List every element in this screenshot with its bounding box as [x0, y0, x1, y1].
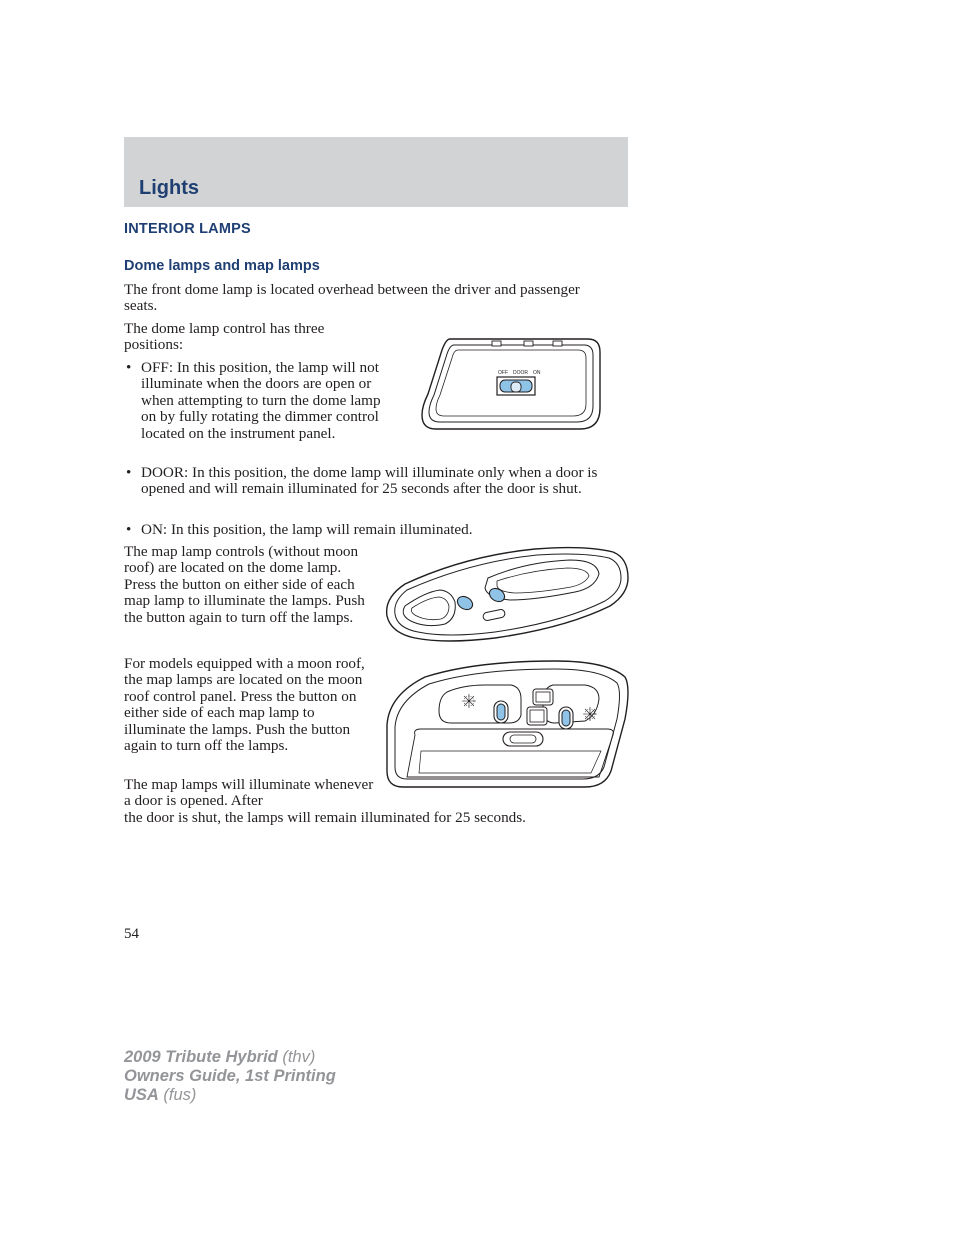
bullet-door-text: DOOR: In this position, the dome lamp will illuminate only when a door is opened and will remain illuminated for 25 seconds after the door is shut. — [141, 464, 598, 498]
switch-label-door: DOOR — [513, 370, 528, 376]
section-title: INTERIOR LAMPS — [124, 221, 251, 237]
dome-lamp-illustration — [420, 336, 602, 432]
footer-model: 2009 Tribute Hybrid — [124, 1048, 278, 1066]
chapter-title: Lights — [139, 177, 199, 199]
bullet-marker: • — [126, 359, 132, 376]
map-lamp-illustration — [385, 546, 630, 642]
footer-line-3 — [124, 1086, 336, 1105]
paragraph-map-lamps-door-b: the door is shut, the lamps will remain illuminated for 25 seconds. — [124, 809, 526, 826]
page-number: 54 — [124, 926, 139, 942]
footer-market-code: (fus) — [158, 1086, 197, 1104]
bullet-on-text: ON: In this position, the lamp will remain illuminated. — [141, 521, 473, 538]
moon-roof-panel-illustration — [385, 659, 630, 791]
footer-line-2 — [124, 1067, 336, 1086]
footer-line-1 — [124, 1048, 336, 1067]
bullet-off-text: OFF: In this position, the lamp will not illuminate when the doors are open or when attempting to turn the dome lamp on by fully rotating the dimmer control located on the instrument panel. — [141, 359, 381, 442]
paragraph-map-lamps-door-a: The map lamps will illuminate whenever a door is opened. After — [124, 776, 374, 810]
switch-label-on: ON — [533, 370, 541, 376]
paragraph-moon-roof-map-lamps: For models equipped with a moon roof, the map lamps are located on the moon roof control panel. Press the button on either side of each map lamp to illuminate the lamps. Push the button again to turn off the lamps. — [124, 655, 365, 755]
section-header-band — [124, 137, 628, 207]
footer-guide: Owners Guide, 1st Printing — [124, 1067, 336, 1085]
document-footer — [124, 1048, 336, 1105]
bullet-marker: • — [126, 521, 132, 538]
paragraph-map-lamp-controls: The map lamp controls (without moon roof) are located on the dome lamp. Press the button on either side of each map lamp to illuminate the lamps. Push the button again to turn off the lamps. — [124, 543, 365, 626]
switch-label-off: OFF — [498, 370, 508, 376]
subsection-title: Dome lamps and map lamps — [124, 258, 320, 274]
paragraph-dome-positions: The dome lamp control has three positions: — [124, 320, 325, 354]
footer-market: USA — [124, 1086, 159, 1104]
paragraph-dome-location: The front dome lamp is located overhead between the driver and passenger seats. — [124, 281, 580, 315]
footer-model-code: (thv) — [277, 1048, 316, 1066]
bullet-marker: • — [126, 464, 132, 481]
